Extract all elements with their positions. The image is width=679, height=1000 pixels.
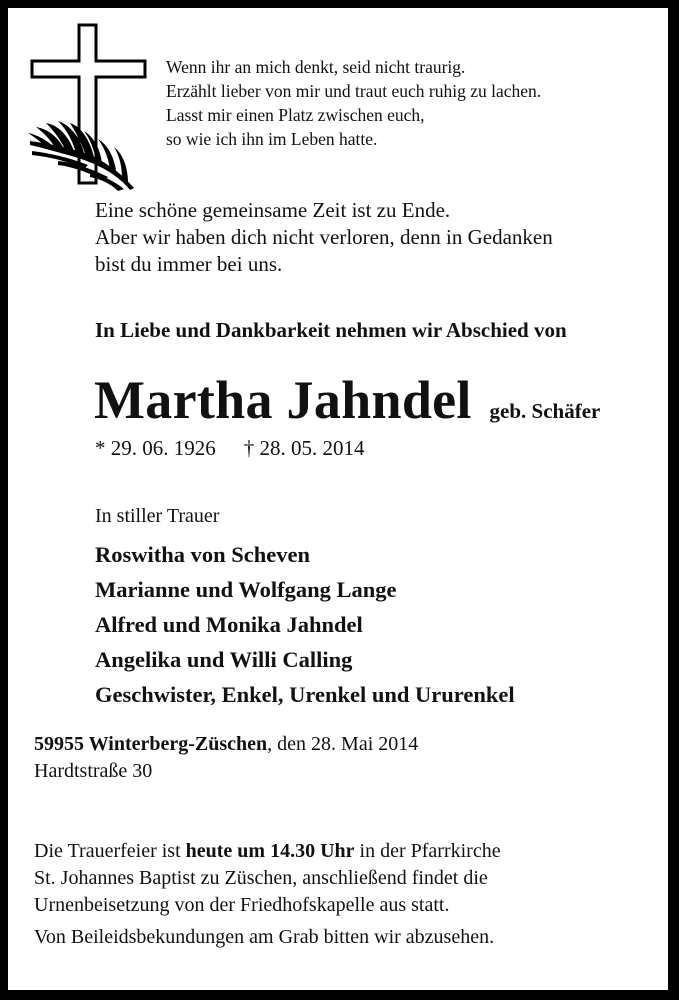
mourners-heading: In stiller Trauer: [95, 505, 220, 527]
obituary-card: [8, 8, 668, 990]
farewell-line: In Liebe und Dankbarkeit nehmen wir Abschied von: [95, 318, 567, 342]
date: , den 28. Mai 2014: [267, 733, 419, 755]
deceased-name: Martha Jahndel: [94, 370, 472, 430]
service-text: Urnenbeisetzung von der Friedhofskapelle aus statt.: [34, 894, 450, 916]
birth-date: * 29. 06. 1926: [95, 436, 216, 460]
service-text: St. Johannes Baptist zu Züschen, anschließend findet die: [34, 867, 488, 889]
mourner-name: Angelika und Willi Calling: [95, 647, 353, 672]
mourner-name: Geschwister, Enkel, Urenkel und Ururenkel: [95, 682, 515, 707]
city: 59955 Winterberg-Züschen: [34, 733, 268, 755]
poem-line: Wenn ihr an mich denkt, seid nicht traurig.: [166, 57, 466, 77]
life-dates: [95, 436, 365, 461]
poem-line: Lasst mir einen Platz zwischen euch,: [166, 105, 425, 125]
service-time: heute um 14.30 Uhr: [185, 840, 355, 862]
intro-line: Eine schöne gemeinsame Zeit ist zu Ende.: [95, 198, 451, 222]
intro-line: Aber wir haben dich nicht verloren, denn in Gedanken: [95, 225, 553, 249]
mourner-name: Alfred und Monika Jahndel: [95, 612, 363, 637]
poem-line: Erzählt lieber von mir und traut euch ruhig zu lachen.: [166, 81, 542, 101]
place-and-date: [34, 731, 418, 785]
mourner-name: Marianne und Wolfgang Lange: [95, 577, 397, 602]
condolence-request: Von Beileidsbekundungen am Grab bitten wir abzusehen.: [34, 926, 495, 948]
death-date: † 28. 05. 2014: [243, 436, 365, 460]
maiden-name: geb. Schäfer: [489, 399, 601, 423]
intro-text: [95, 197, 553, 278]
service-text: in der Pfarrkirche: [354, 840, 501, 862]
deceased-name-line: [94, 365, 600, 446]
poem: [166, 55, 541, 151]
poem-line: so wie ich ihn im Leben hatte.: [166, 129, 378, 149]
mourners-list: [95, 537, 515, 712]
intro-line: bist du immer bei uns.: [95, 252, 283, 276]
street: Hardtstraße 30: [34, 760, 153, 782]
cross-with-palm-branch-icon: [28, 23, 148, 193]
service-info: [34, 838, 501, 919]
mourner-name: Roswitha von Scheven: [95, 542, 311, 567]
service-text: Die Trauerfeier ist: [34, 840, 186, 862]
